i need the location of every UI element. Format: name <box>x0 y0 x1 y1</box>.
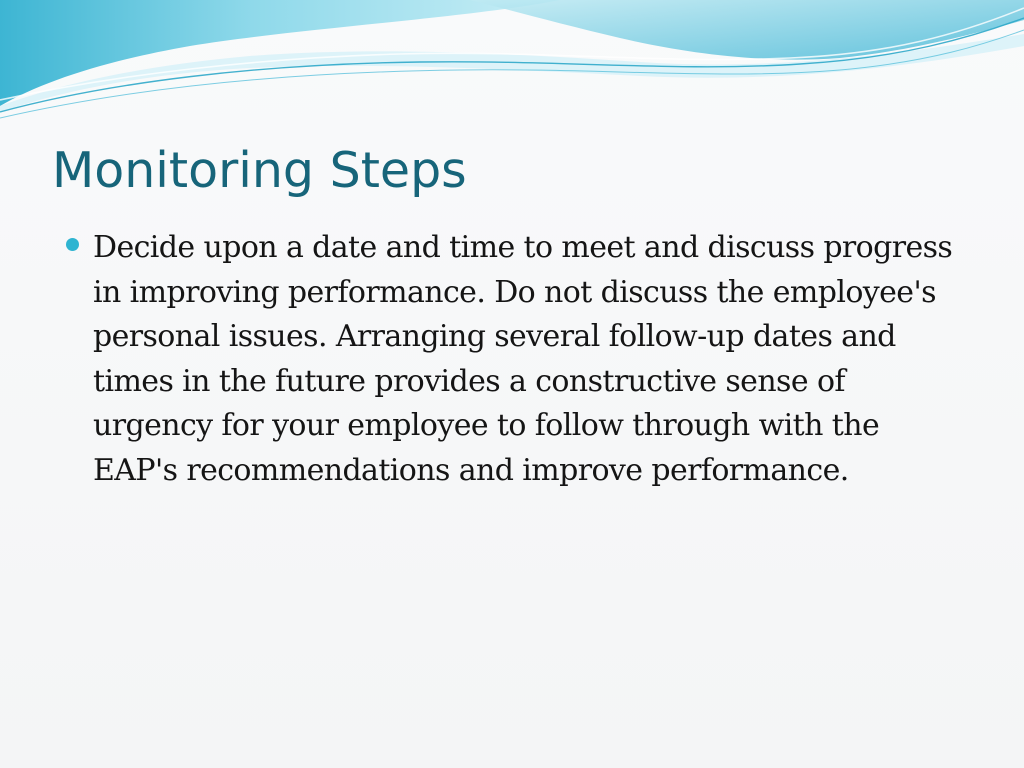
bullet-text: Decide upon a date and time to meet and discuss progress in improving performance. Do not discuss the employee's personal issues. Arranging several follow-up dates and times in the future provides a constructive sense of urgency for your employee to follow through with the EAP's recommendations and improve performance. <box>93 230 953 488</box>
bullet-item <box>62 226 962 493</box>
bullet-list <box>62 226 962 493</box>
bullet-dot-icon <box>66 238 79 251</box>
slide-title: Monitoring Steps <box>52 142 467 199</box>
header-wave-decoration <box>0 0 1024 130</box>
